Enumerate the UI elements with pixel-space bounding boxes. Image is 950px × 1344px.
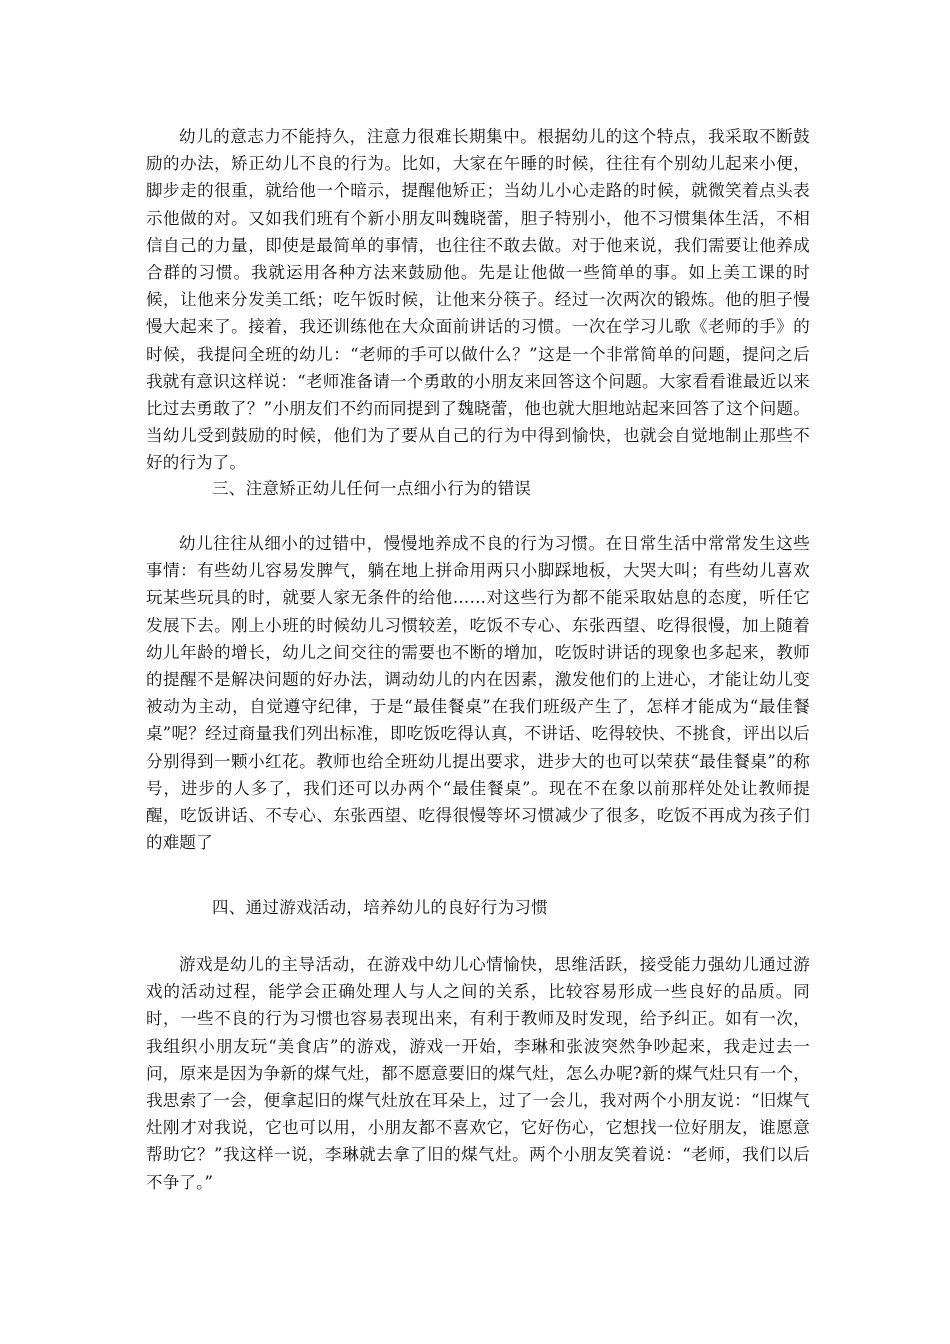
body-paragraph: 游戏是幼儿的主导活动，在游戏中幼儿心情愉快，思维活跃，接受能力强幼儿通过游戏的活动过程，能学会正确处理人与人之间的关系，比较容易形成一些良好的品质。同时，一些不良的行为习惯也容易表现出来，有利于教师及时发现，给予纠正。如有一次，我组织小朋友玩“美食店”的游戏，游戏一开始，李琳和张波突然争吵起来，我走过去一问，原来是因为争新的煤气灶，都不愿意要旧的煤气灶，怎么办呢?新的煤气灶只有一个，我思索了一会，便拿起旧的煤气灶放在耳朵上，过了一会儿，我对两个小朋友说：“旧煤气灶刚才对我说，它也可以用，小朋友都不喜欢它，它好伤心，它想找一位好朋友，谁愿意帮助它？”我这样一说，李琳就去拿了旧的煤气灶。两个小朋友笑着说：“老师，我们以后不争了。”	[146, 955, 810, 1192]
section-heading: 三、注意矫正幼儿任何一点细小行为的错误	[212, 479, 532, 498]
body-paragraph: 幼儿往往从细小的过错中，慢慢地养成不良的行为习惯。在日常生活中常常发生这些事情：有些幼儿容易发脾气，躺在地上拼命用两只小脚踩地板，大哭大叫；有些幼儿喜欢玩某些玩具的时，就要人家无条件的给他……对这些行为都不能采取姑息的态度，听任它发展下去。刚上小班的时候幼儿习惯较差，吃饭不专心、东张西望、吃得很慢，加上随着幼儿年龄的增长，幼儿之间交往的需要也不断的增加，吃饭时讲话的现象也多起来，教师的提醒不是解决问题的好办法，调动幼儿的内在因素，激发他们的上进心，才能让幼儿变被动为主动，自觉遵守纪律，于是“最佳餐桌”在我们班级产生了，怎样才能成为“最佳餐桌”呢？经过商量我们列出标准，即吃饭吃得认真，不讲话、吃得较快、不挑食，评出以后分别得到一颗小红花。教师也给全班幼儿提出要求，进步大的也可以荣获“最佳餐桌”的称号，进步的人多了，我们还可以办两个“最佳餐桌”。现在不在象以前那样处处让教师提醒，吃饭讲话、不专心、东张西望、吃得很慢等坏习惯减少了很多，吃饭不再成为孩子们的难题了	[146, 534, 810, 853]
section-heading: 四、通过游戏活动，培养幼儿的良好行为习惯	[212, 898, 548, 917]
body-paragraph: 幼儿的意志力不能持久，注意力很难长期集中。根据幼儿的这个特点，我采取不断鼓励的办法，矫正幼儿不良的行为。比如，大家在午睡的时候，往往有个别幼儿起来小便，脚步走的很重，就给他一个暗示，提醒他矫正；当幼儿小心走路的时候，就微笑着点头表示他做的对。又如我们班有个新小朋友叫魏晓蕾，胆子特别小，他不习惯集体生活，不相信自己的力量，即使是最简单的事情，也往往不敢去做。对于他来说，我们需要让他养成合群的习惯。我就运用各种方法来鼓励他。先是让他做一些简单的事。如上美工课的时候，让他来分发美工纸；吃午饭时候，让他来分筷子。经过一次两次的锻炼。他的胆子慢慢大起来了。接着，我还训练他在大众面前讲话的习惯。一次在学习儿歌《老师的手》的时候，我提问全班的幼儿：“老师的手可以做什么？”这是一个非常简单的问题，提问之后我就有意识这样说：“老师准备请一个勇敢的小朋友来回答这个问题。大家看看谁最近以来比过去勇敢了？”小朋友们不约而同提到了魏晓蕾，他也就大胆地站起来回答了这个问题。当幼儿受到鼓励的时候，他们为了要从自己的行为中得到愉快，也就会自觉地制止那些不好的行为了。	[146, 127, 810, 473]
